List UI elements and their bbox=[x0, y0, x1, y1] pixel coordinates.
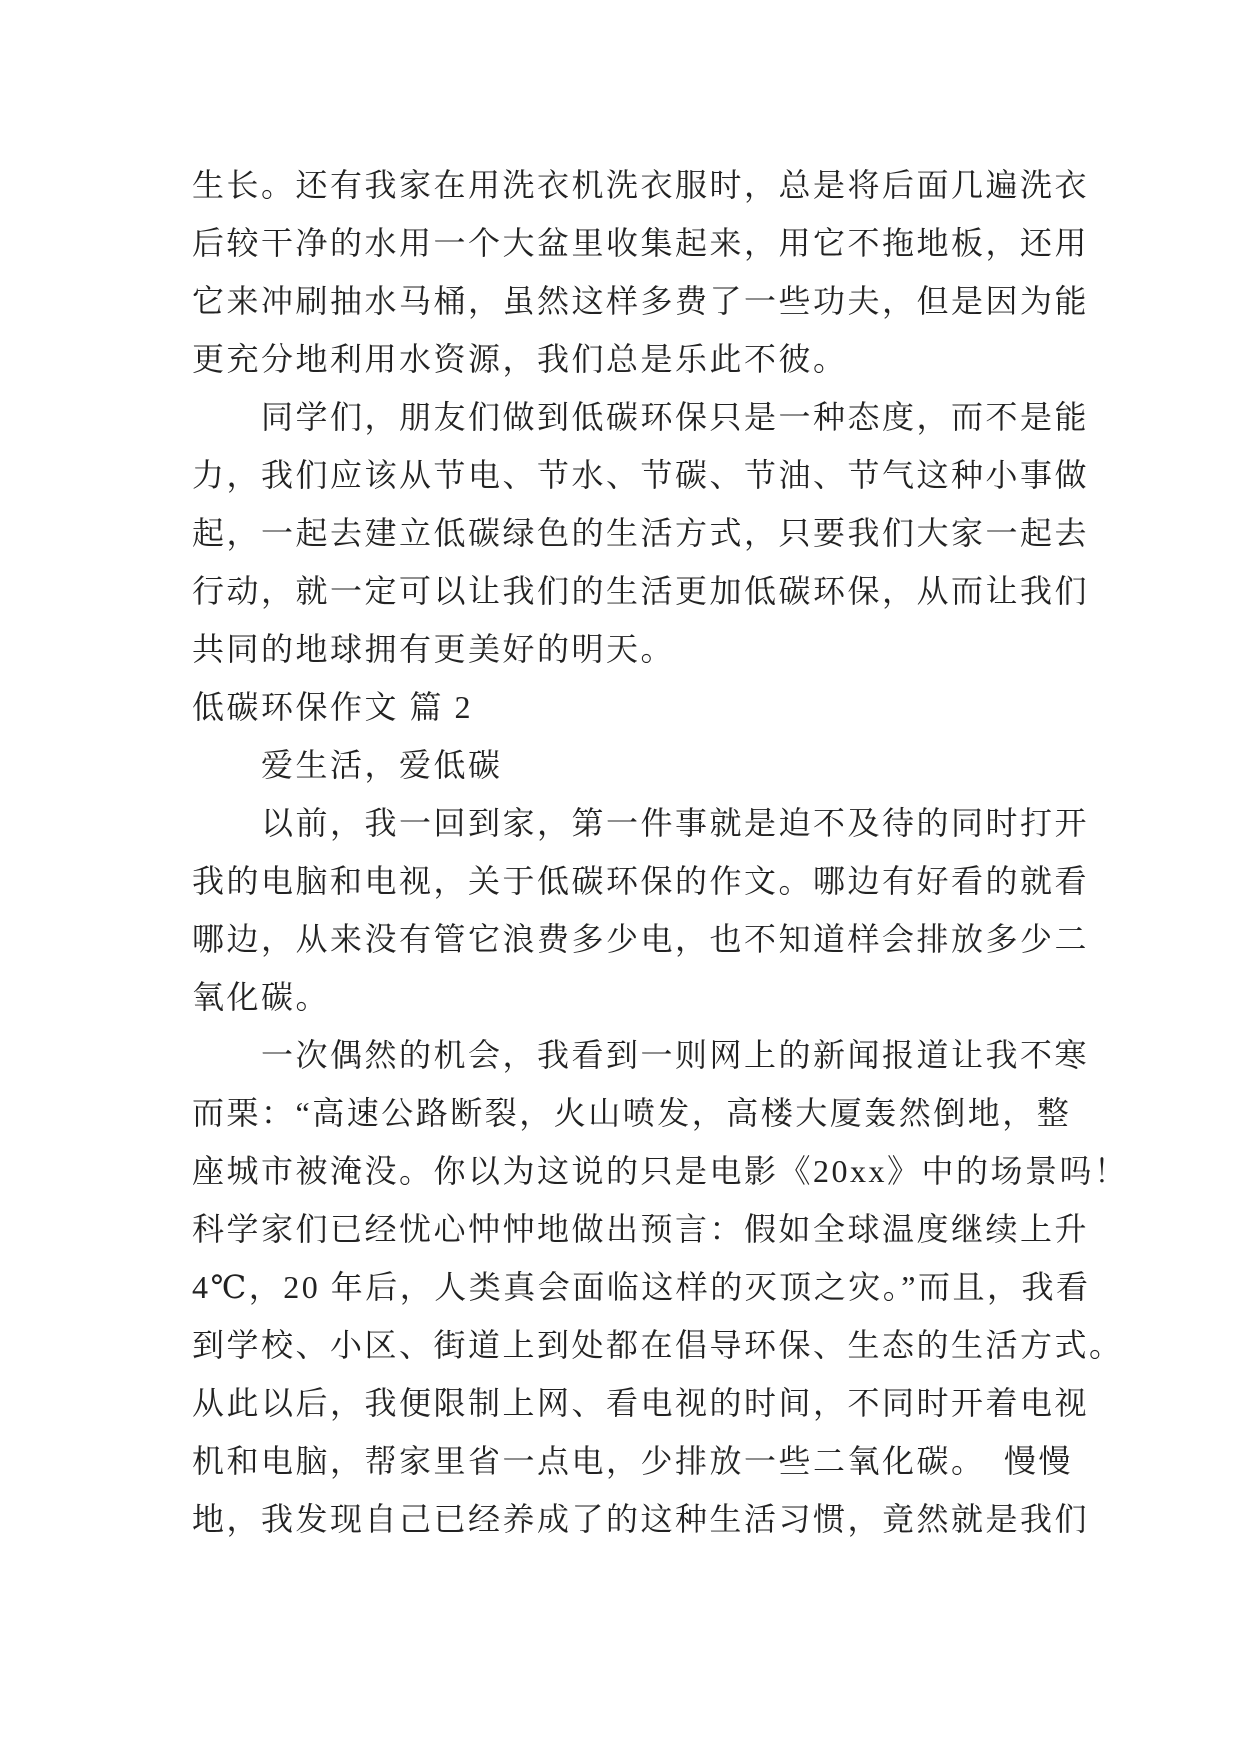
text-line: 一次偶然的机会，我看到一则网上的新闻报道让我不寒 bbox=[261, 1037, 1090, 1073]
text-line: 哪边，从来没有管它浪费多少电，也不知道样会排放多少二 bbox=[192, 921, 1090, 957]
text-line: 机和电脑，帮家里省一点电，少排放一些二氧化碳。 慢慢 bbox=[192, 1443, 1074, 1479]
text-line: 科学家们已经忧心忡忡地做出预言：假如全球温度继续上升 bbox=[192, 1211, 1090, 1247]
text-line: 同学们，朋友们做到低碳环保只是一种态度，而不是能 bbox=[261, 399, 1090, 435]
text-line: 后较干净的水用一个大盆里收集起来，用它不拖地板，还用 bbox=[192, 225, 1090, 261]
text-line: 我的电脑和电视，关于低碳环保的作文。哪边有好看的就看 bbox=[192, 863, 1090, 899]
text-line: 从此以后，我便限制上网、看电视的时间，不同时开着电视 bbox=[192, 1385, 1090, 1421]
text-line: 而栗：“高速公路断裂，火山喷发，高楼大厦轰然倒地，整 bbox=[192, 1095, 1072, 1131]
text-line: 更充分地利用水资源，我们总是乐此不彼。 bbox=[192, 341, 848, 377]
document-body bbox=[192, 156, 1129, 1548]
text-line: 以前，我一回到家，第一件事就是迫不及待的同时打开 bbox=[261, 805, 1090, 841]
text-line: 行动，就一定可以让我们的生活更加低碳环保，从而让我们 bbox=[192, 573, 1090, 609]
text-line: 4℃，20 年后，人类真会面临这样的灭顶之灾。”而且，我看 bbox=[192, 1269, 1091, 1305]
text-line: 生长。还有我家在用洗衣机洗衣服时，总是将后面几遍洗衣 bbox=[192, 167, 1090, 203]
text-line: 爱生活，爱低碳 bbox=[261, 747, 503, 783]
text-line: 起，一起去建立低碳绿色的生活方式，只要我们大家一起去 bbox=[192, 515, 1090, 551]
text-line: 氧化碳。 bbox=[192, 979, 331, 1015]
text-line: 力，我们应该从节电、节水、节碳、节油、节气这种小事做 bbox=[192, 457, 1090, 493]
text-line: 它来冲刷抽水马桶，虽然这样多费了一些功夫，但是因为能 bbox=[192, 283, 1090, 319]
text-line: 地，我发现自己已经养成了的这种生活习惯，竟然就是我们 bbox=[192, 1501, 1090, 1537]
text-line: 到学校、小区、街道上到处都在倡导环保、生态的生活方式。 bbox=[192, 1327, 1124, 1363]
section-heading: 低碳环保作文 篇 2 bbox=[192, 689, 474, 725]
text-line: 座城市被淹没。你以为这说的只是电影《20xx》中的场景吗！ bbox=[192, 1153, 1129, 1189]
text-line: 共同的地球拥有更美好的明天。 bbox=[192, 631, 676, 667]
